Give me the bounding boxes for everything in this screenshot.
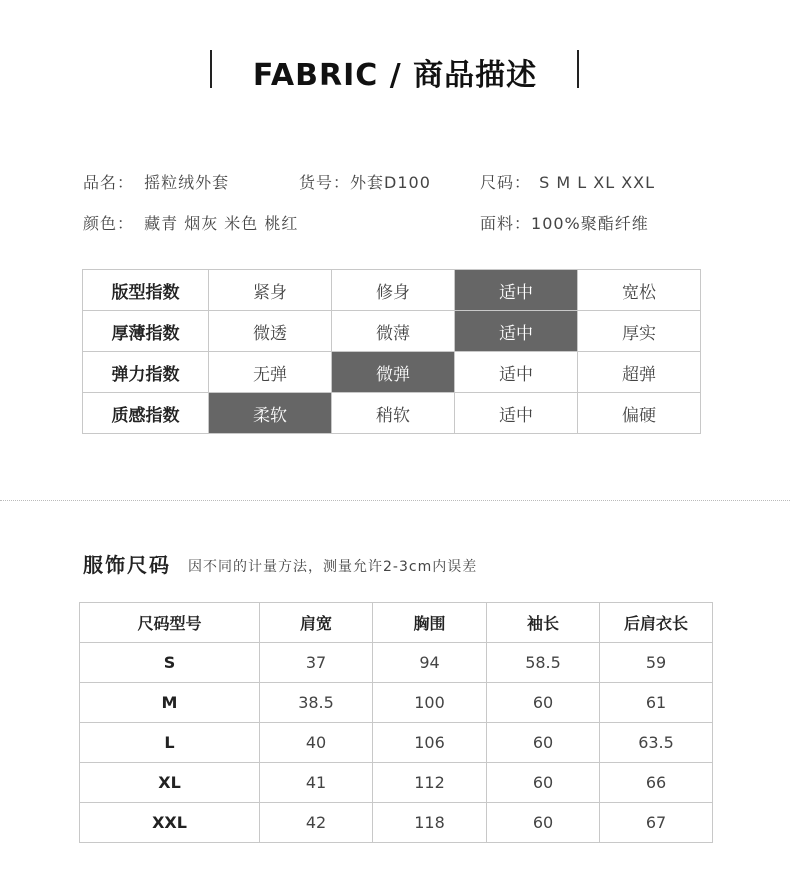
product-name [83,170,229,193]
size-section-title: 服饰尺码 [83,553,171,577]
size-table-row [80,723,713,763]
index-option: 修身 [332,270,455,311]
size-value-cell: 63.5 [600,723,713,763]
title-right-divider [577,50,579,88]
size-value-cell: 94 [373,643,487,683]
size-measurement-note: 因不同的计量方法，测量允许2-3cm内误差 [188,559,478,575]
size-label-cell: L [80,723,260,763]
index-row-label: 质感指数 [83,393,209,434]
size-chart-table [79,602,713,843]
size-value-cell: 118 [373,803,487,843]
item-number [299,170,431,193]
product-colors-value: 藏青 烟灰 米色 桃红 [144,214,299,233]
index-option: 超弹 [578,352,701,393]
product-name-value: 摇粒绒外套 [144,173,230,192]
item-number-value: 外套D100 [350,173,431,192]
size-table-row [80,803,713,843]
size-label-cell: M [80,683,260,723]
size-value-cell: 67 [600,803,713,843]
index-option: 微薄 [332,311,455,352]
size-column-header: 尺码型号 [80,603,260,643]
size-column-header: 后肩衣长 [600,603,713,643]
index-option: 无弹 [209,352,332,393]
index-row-label: 厚薄指数 [83,311,209,352]
size-value-cell: 60 [487,723,600,763]
fabric-index-table [82,269,701,434]
index-option: 宽松 [578,270,701,311]
product-colors-label: 颜色： [83,214,135,233]
index-row [83,270,701,311]
index-row [83,311,701,352]
index-option-selected: 适中 [455,311,578,352]
size-value-cell: 100 [373,683,487,723]
product-name-label: 品名： [83,173,135,192]
size-column-header: 肩宽 [260,603,373,643]
size-value-cell: 60 [487,763,600,803]
size-table-row [80,683,713,723]
index-option-selected: 柔软 [209,393,332,434]
available-sizes-label: 尺码： [480,173,532,192]
size-column-header: 袖长 [487,603,600,643]
size-value-cell: 42 [260,803,373,843]
page-title: FABRIC / 商品描述 [252,58,538,93]
size-value-cell: 59 [600,643,713,683]
title-left-divider [210,50,212,88]
index-option: 适中 [455,352,578,393]
product-material-label: 面料： [480,214,532,233]
index-option: 厚实 [578,311,701,352]
size-label-cell: S [80,643,260,683]
size-value-cell: 40 [260,723,373,763]
available-sizes-value: S M L XL XXL [539,173,656,192]
index-option: 紧身 [209,270,332,311]
size-table-row [80,643,713,683]
index-row-label: 弹力指数 [83,352,209,393]
size-value-cell: 66 [600,763,713,803]
size-value-cell: 112 [373,763,487,803]
index-option: 适中 [455,393,578,434]
index-row [83,352,701,393]
index-row-label: 版型指数 [83,270,209,311]
section-divider [0,500,790,501]
item-number-label: 货号： [299,173,351,192]
index-option: 微透 [209,311,332,352]
size-value-cell: 58.5 [487,643,600,683]
size-label-cell: XXL [80,803,260,843]
index-option-selected: 微弹 [332,352,455,393]
index-option: 稍软 [332,393,455,434]
product-material [480,211,649,234]
size-value-cell: 61 [600,683,713,723]
size-value-cell: 37 [260,643,373,683]
index-option-selected: 适中 [455,270,578,311]
size-table-row [80,763,713,803]
index-row [83,393,701,434]
size-value-cell: 38.5 [260,683,373,723]
product-material-value: 100%聚酯纤维 [531,214,649,233]
size-value-cell: 60 [487,683,600,723]
size-column-header: 胸围 [373,603,487,643]
size-label-cell: XL [80,763,260,803]
size-value-cell: 41 [260,763,373,803]
size-value-cell: 60 [487,803,600,843]
size-table-header [80,603,713,643]
available-sizes [480,170,655,193]
size-value-cell: 106 [373,723,487,763]
index-option: 偏硬 [578,393,701,434]
product-colors [83,211,298,234]
